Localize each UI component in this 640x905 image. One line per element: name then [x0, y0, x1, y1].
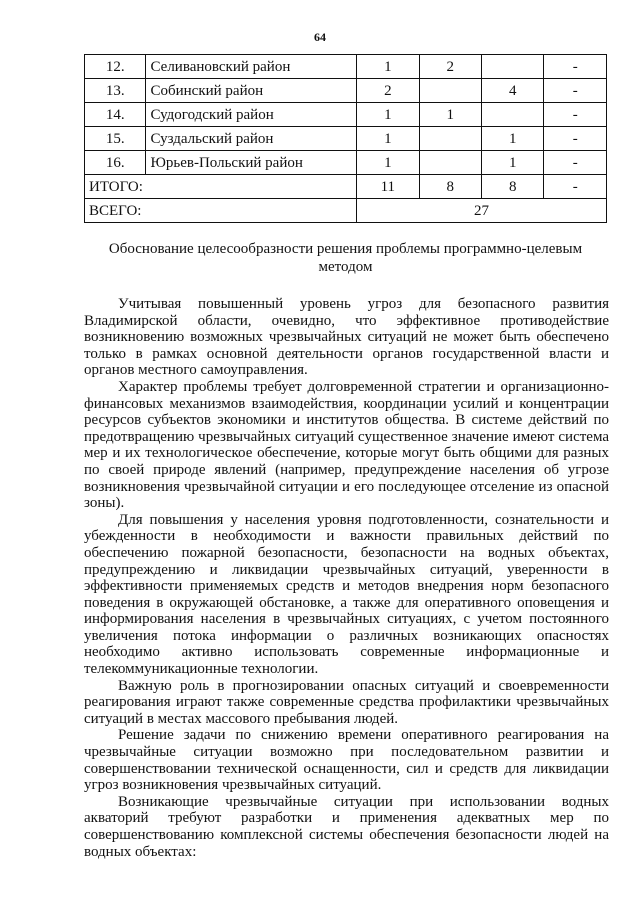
row-number: 15. — [85, 127, 146, 151]
cell-col2 — [419, 151, 481, 175]
cell-col1: 1 — [357, 55, 419, 79]
row-number: 16. — [85, 151, 146, 175]
cell-col4: - — [544, 103, 607, 127]
table-row — [85, 127, 607, 151]
cell-col3: 1 — [482, 127, 544, 151]
table-row — [85, 79, 607, 103]
paragraph: Учитывая повышенный уровень угроз для безопасного развития Владимирской области, очевидно, что эффективное противодействие возникновению возможных чрезвычайных ситуаций не может быть обеспечено только в рамках основной деятельности органов государственной власти и органов местного самоуправления. — [84, 296, 609, 379]
paragraph: Возникающие чрезвычайные ситуации при использовании водных акваторий требуют разработки и применения адекватных мер по совершенствованию комплексной системы обеспечения безопасности людей на водных объектах: — [84, 793, 609, 860]
cell-col3 — [482, 103, 544, 127]
page-number: 64 — [314, 30, 326, 44]
cell-col2 — [419, 79, 481, 103]
district-name: Юрьев-Польский район — [146, 151, 357, 175]
cell-col4: - — [544, 55, 607, 79]
itogo-col1: 11 — [357, 175, 419, 199]
district-name: Селивановский район — [146, 55, 357, 79]
cell-col3 — [482, 55, 544, 79]
table-row — [85, 151, 607, 175]
itogo-col3: 8 — [482, 175, 544, 199]
cell-col1: 1 — [357, 127, 419, 151]
cell-col1: 1 — [357, 103, 419, 127]
district-name: Собинский район — [146, 79, 357, 103]
cell-col4: - — [544, 79, 607, 103]
section-heading: Обоснование целесообразности решения проблемы программно-целевым методом — [108, 241, 583, 275]
district-name: Суздальский район — [146, 127, 357, 151]
vsego-row — [85, 199, 607, 223]
cell-col1: 1 — [357, 151, 419, 175]
cell-col4: - — [544, 127, 607, 151]
district-table — [84, 54, 607, 223]
row-number: 14. — [85, 103, 146, 127]
cell-col4: - — [544, 151, 607, 175]
table-row — [85, 103, 607, 127]
cell-col2 — [419, 127, 481, 151]
itogo-col2: 8 — [419, 175, 481, 199]
body-text — [84, 296, 609, 860]
vsego-total: 27 — [357, 199, 607, 223]
cell-col1: 2 — [357, 79, 419, 103]
paragraph: Важную роль в прогнозировании опасных ситуаций и своевременности реагирования играют также современные средства профилактики чрезвычайных ситуаций в местах массового пребывания людей. — [84, 677, 609, 727]
cell-col3: 1 — [482, 151, 544, 175]
table-row — [85, 55, 607, 79]
paragraph: Характер проблемы требует долговременной стратегии и организационно-финансовых механизмов взаимодействия, координации усилий и концентрации ресурсов субъектов экономики и институтов общества. В системе действий по предотвращению чрезвычайных ситуаций существенное значение имеют система мер и их технологическое обеспечение, которые могут быть общими для разных по своей природе явлений (например, предупреждение населения об угрозе возникновения чрезвычайной ситуации и его последующее отселение из опасной зоны). — [84, 378, 609, 512]
paragraph: Решение задачи по снижению времени оперативного реагирования на чрезвычайные ситуации возможно при последовательном развитии и совершенствовании технической оснащенности, сил и средств для ликвидации угроз возникновения чрезвычайных ситуаций. — [84, 727, 609, 794]
cell-col2: 1 — [419, 103, 481, 127]
cell-col3: 4 — [482, 79, 544, 103]
row-number: 13. — [85, 79, 146, 103]
cell-col2: 2 — [419, 55, 481, 79]
itogo-col4: - — [544, 175, 607, 199]
district-name: Судогодский район — [146, 103, 357, 127]
row-number: 12. — [85, 55, 146, 79]
vsego-label: ВСЕГО: — [85, 199, 357, 223]
paragraph: Для повышения у населения уровня подготовленности, сознательности и убежденности в необходимости и важности правильных действий по обеспечению пожарной безопасности, безопасности на водных объектах, предупреждению и ликвидации чрезвычайных ситуаций, уверенности в эффективности применяемых средств и методов внедрения норм безопасного поведения в окружающей обстановке, а также для оперативного оповещения и информирования населения в чрезвычайных ситуациях, с учетом постоянного увеличения потока информации о различных возникающих опасностях необходимо активно использовать современные информационные и телекоммуникационные технологии. — [84, 511, 609, 678]
itogo-row — [85, 175, 607, 199]
itogo-label: ИТОГО: — [85, 175, 357, 199]
